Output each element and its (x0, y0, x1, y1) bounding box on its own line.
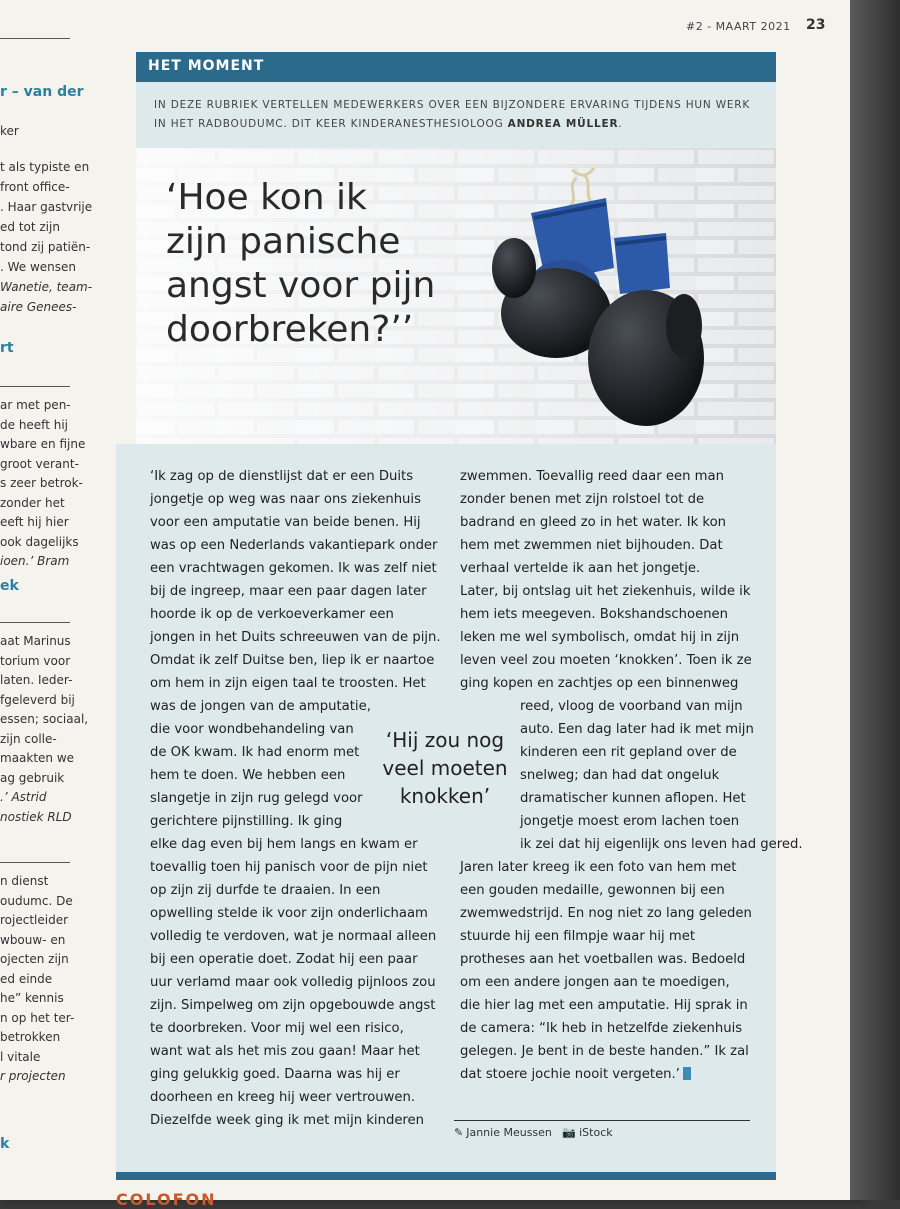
prev-line: ojecten zijn (0, 952, 69, 966)
headline (166, 176, 496, 352)
page-number: 23 (806, 17, 826, 33)
prev-line: laten. Ieder- (0, 673, 73, 687)
headline-line: angst voor pijn (166, 265, 436, 306)
article-line: die voor wondbehandeling van (150, 722, 354, 737)
article-line: hem te doen. We hebben een (150, 768, 346, 783)
camera-icon: 📷 (562, 1126, 577, 1139)
prev-line: . Haar gastvrije (0, 200, 93, 214)
prev-line: l vitale (0, 1049, 41, 1064)
prev-line: aire Genees- (0, 300, 77, 314)
pull-quote-line: ‘Hij zou nog (385, 728, 505, 752)
article-line: de OK kwam. Ik had enorm met (150, 745, 360, 760)
article-line: volledig te verdoven, wat je normaal alleen (150, 929, 437, 944)
divider (0, 862, 70, 863)
prev-line: he” kennis (0, 991, 64, 1005)
prev-line: wbare en fijne (0, 437, 86, 451)
prev-line: nostiek RLD (0, 809, 72, 824)
article-line: zwemwedstrijd. En nog niet zo lang geleden (460, 906, 752, 921)
author-credit: Jannie Meussen (466, 1126, 552, 1139)
intro-body: IN DEZE RUBRIEK VERTELLEN MEDEWERKERS OVER EEN BIJZONDERE ERVARING TIJDENS HUN WERK IN HET RADBOUDUMC. DIT KEER KINDERANESTHESIOLOOG (154, 99, 751, 130)
prev-line: .’ Astrid (0, 790, 47, 804)
article-line: om een andere jongen aan te moedigen, (460, 975, 730, 990)
article-line: elke dag even bij hem langs en kwam er (150, 837, 418, 852)
prev-line: ar met pen- (0, 398, 71, 412)
prev-line: ed tot zijn (0, 220, 60, 234)
pull-quote-line: veel moeten (382, 756, 508, 780)
prev-line: betrokken (0, 1030, 61, 1044)
article-line: badrand en gleed zo in het water. Ik kon (460, 515, 727, 530)
section-label: HET MOMENT (148, 58, 265, 74)
intro-text (154, 96, 764, 134)
headline-line: zijn panische (166, 221, 401, 262)
issue-folio: #2 - MAART 2021 (686, 20, 791, 33)
credits (454, 1120, 750, 1139)
article-line: ging gelukkig goed. Daarna was hij er (150, 1067, 400, 1082)
article-line: opwelling stelde ik voor zijn onderlichaam (150, 906, 428, 921)
article-line: snelweg; dan had dat ongeluk (520, 768, 720, 783)
prev-line: t als typiste en (0, 160, 90, 174)
article-line: reed, vloog de voorband van mijn (520, 699, 743, 714)
prev-line: rojectleider (0, 913, 69, 927)
next-page-heading: COLOFON (116, 1190, 217, 1209)
article-line: protheses aan het voetballen was. Bedoeld (460, 952, 746, 967)
prev-line: n dienst (0, 874, 49, 888)
prev-line: . We wensen (0, 260, 77, 274)
article-line: auto. Een dag later had ik met mijn (520, 722, 754, 737)
article-line: toevallig toen hij panisch voor de pijn niet (150, 860, 428, 875)
prev-line: wbouw- en (0, 932, 66, 947)
prev-line: tond zij patiën- (0, 240, 91, 254)
headline-line: ‘Hoe kon ik (166, 177, 367, 218)
pull-quote (370, 726, 520, 810)
prev-line: eeft hij hier (0, 515, 69, 529)
photo-credit: iStock (579, 1126, 613, 1139)
prev-line: s zeer betrok- (0, 476, 83, 490)
prev-line: essen; sociaal, (0, 712, 89, 726)
article-line: de camera: “Ik heb in hetzelfde ziekenhuis (460, 1021, 743, 1036)
headline-line: doorbreken?’’ (166, 309, 414, 350)
article-line: stuurde hij een filmpje waar hij met (460, 929, 696, 944)
prev-line: de heeft hij (0, 417, 68, 432)
table-background (850, 0, 900, 1200)
prev-line: fgeleverd bij (0, 692, 75, 707)
article-line: jongetje moest erom lachen toen (520, 814, 740, 829)
prev-line: torium voor (0, 653, 71, 668)
hero-image (136, 148, 776, 444)
intro-end: . (618, 118, 623, 130)
article-line: leven veel zou moeten ‘knokken’. Toen ik ze (460, 653, 752, 668)
article-line: ging kopen en zachtjes op een binnenweg (460, 676, 739, 691)
prev-line: oudumc. De (0, 893, 73, 908)
article-line: hem met zwemmen niet bijhouden. Dat (460, 538, 723, 553)
article-line: zonder benen met zijn rolstoel tot de (460, 492, 705, 507)
article-line: ik zei dat hij eigenlijk ons leven had gered. (520, 837, 803, 852)
prev-heading: ek (0, 578, 19, 594)
divider (0, 622, 70, 623)
intro-name: ANDREA MÜLLER (507, 118, 619, 130)
article-line: Jaren later kreeg ik een foto van hem met (460, 860, 737, 875)
prev-heading: rt (0, 340, 14, 356)
prev-line: zijn colle- (0, 731, 57, 746)
article-line: hem iets meegeven. Bokshandschoenen (460, 607, 729, 622)
article-line: te doorbreken. Voor mij wel een risico, (150, 1021, 404, 1036)
article-line: Diezelfde week ging ik met mijn kinderen (150, 1113, 425, 1128)
prev-line: ed einde (0, 971, 53, 986)
article-line: om hem in zijn eigen taal te troosten. Het (150, 676, 426, 691)
article-line: verhaal vertelde ik aan het jongetje. (460, 561, 701, 576)
article-line: was de jongen van de amputatie, (150, 699, 371, 714)
article-line: bij de ingreep, maar een paar dagen later (150, 584, 427, 599)
article-line: was op een Nederlands vakantiepark onder (150, 538, 438, 553)
article-line: dat stoere jochie nooit vergeten.’ (460, 1067, 680, 1082)
article-line: zijn. Simpelweg om zijn opgebouwde angst (150, 998, 436, 1013)
prev-heading: k (0, 1136, 10, 1152)
article-line: op zijn zij durfde te draaien. In een (150, 883, 381, 898)
article-line: Later, bij ontslag uit het ziekenhuis, wilde ik (460, 584, 751, 599)
prev-line: front office- (0, 180, 70, 194)
article-line: gelegen. Je bent in de beste handen.” Ik zal (460, 1044, 749, 1059)
end-mark-icon (683, 1067, 691, 1080)
article-line: want wat als het mis zou gaan! Maar het (150, 1044, 420, 1059)
article-line: jongen in het Duits schreeuwen van de pijn. (150, 630, 441, 645)
prev-line: r projecten (0, 1069, 66, 1083)
intro-box (136, 82, 776, 148)
article-line: kinderen een rit gepland over de (520, 745, 737, 760)
divider (0, 386, 70, 387)
previous-column (0, 0, 93, 1200)
article-line: ‘Ik zag op de dienstlijst dat er een Duits (150, 469, 414, 484)
prev-line: ook dagelijks (0, 534, 79, 549)
section-header-bar (136, 52, 776, 82)
article-line: bij een operatie doet. Zodat hij een paar (150, 952, 418, 967)
article-line: jongetje op weg was naar ons ziekenhuis (150, 492, 421, 507)
prev-heading: r – van der (0, 84, 84, 100)
divider (0, 38, 70, 39)
article-line: voor een amputatie van beide benen. Hij (150, 515, 421, 530)
prev-line: Wanetie, team- (0, 280, 93, 294)
prev-line: aat Marinus (0, 634, 71, 648)
bottom-rule (116, 1172, 776, 1180)
prev-line: groot verant- (0, 456, 79, 471)
article-line: zwemmen. Toevallig reed daar een man (460, 469, 724, 484)
article-line: hoorde ik op de verkoeverkamer een (150, 607, 394, 622)
article-line: een vrachtwagen gekomen. Ik was zelf niet (150, 561, 437, 576)
prev-line: n op het ter- (0, 1010, 75, 1025)
prev-line: maakten we (0, 751, 75, 765)
prev-line: ker (0, 124, 19, 138)
pull-quote-line: knokken’ (399, 784, 491, 808)
prev-line: zonder het (0, 495, 65, 510)
article-line: dramatischer kunnen aflopen. Het (520, 791, 746, 806)
article-line: uur verlamd maar ook volledig pijnloos zou (150, 975, 436, 990)
article-line: slangetje in zijn rug gelegd voor (150, 791, 363, 806)
article-line: leken me wel symbolisch, omdat hij in zijn (460, 630, 740, 645)
article-line: gerichtere pijnstilling. Ik ging (150, 814, 343, 829)
article-line: Omdat ik zelf Duitse ben, liep ik er naartoe (150, 653, 435, 668)
article-line: een gouden medaille, gewonnen bij een (460, 883, 725, 898)
article-line: doorheen en kreeg hij weer vertrouwen. (150, 1090, 416, 1105)
prev-line: ag gebruik (0, 770, 65, 785)
prev-line: ioen.’ Bram (0, 554, 70, 568)
pen-icon: ✎ (454, 1126, 464, 1139)
article-line: die hier lag met een amputatie. Hij sprak in (460, 998, 748, 1013)
